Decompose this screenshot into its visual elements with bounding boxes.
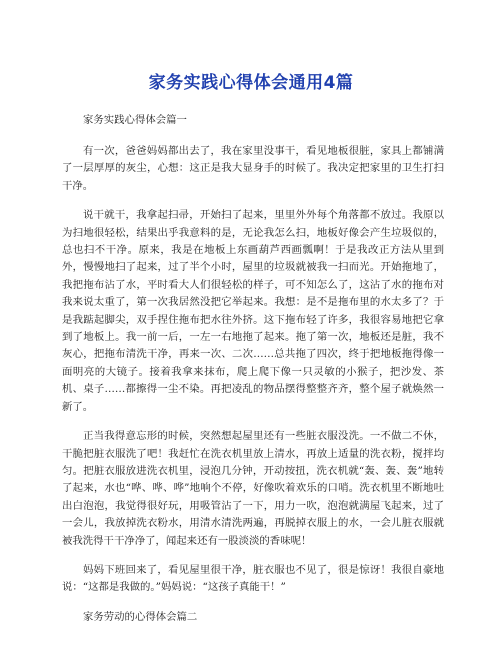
section-heading-1: 家务实践心得体会篇一	[83, 114, 187, 126]
paragraph-1: 有一次，爸爸妈妈都出去了，我在家里没事干，看见地板很脏，家具上都铺满了一层厚厚的灰尘，心想：这正是我大显身手的时候了。我决定把家里的卫生打扫干净。	[62, 145, 444, 192]
document-body	[62, 112, 444, 640]
document-title: 家务实践心得体会通用4篇	[148, 73, 354, 93]
paragraph-2: 说干就干，我拿起扫帚，开始扫了起来，里里外外每个角落都不放过。我原以为扫地很轻松，结果出乎我意料的是，无论我怎么扫，地板好像会产生垃圾似的，总也扫不干净。原来，我是在地板上东画葫芦西画瓢啊！于是我改正方法从里到外，慢慢地扫了起来，过了半个小时，屋里的垃圾就被我一扫而光。开始拖地了，我把拖布沾了水，平时看大人们很轻松的样子，可不知怎么了，这沾了水的拖布对我来说太重了，第一次我居然没把它举起来。我想：是不是拖布里的水太多了？于是我踮起脚尖，双手捏住拖布把水往外挤。这下拖布轻了许多，我很容易地把它拿到了地板上。我一前一后，一左一右地拖了起来。拖了第一次，地板还是脏，我不灰心，把拖布清洗干净，再来一次、二次……总共拖了四次，终于把地板拖得像一面明亮的大镜子。接着我拿来抹布，爬上爬下像一只灵敏的小猴子，把沙发、茶机、桌子……都擦得一尘不染。再把凌乱的物品摆得整整齐齐，整个屋子就焕然一新了。	[62, 209, 444, 413]
paragraph-3: 正当我得意忘形的时候，突然想起屋里还有一些脏衣服没洗。一不做二不休，干脆把脏衣服洗了吧！我赶忙在洗衣机里放上清水，再放上适量的洗衣粉，搅拌均匀。把脏衣服放进洗衣机里，浸泡几分钟，开动按扭，洗衣机就“轰、轰、轰”地转了起来，水也“哗、哗、哗”地响个不停，好像吹着欢乐的口哨。洗衣机里不断地吐出白泡泡，我觉得很好玩，用吸管沾了一下，用力一吹，泡泡就满屋飞起来，过了一会儿，我放掉洗衣粉水，用清水清洗两遍，再脱掉衣服上的水，一会儿脏衣服就被我洗得干干净净了，闻起来还有一股淡淡的香味呢！	[62, 430, 444, 547]
paragraph-4: 妈妈下班回来了，看见屋里很干净，脏衣服也不见了，很是惊讶！我很自豪地说：“这都是我做的。”妈妈说：“这孩子真能干！”	[62, 563, 444, 594]
section-heading-2: 家务劳动的心得体会篇二	[83, 610, 198, 623]
